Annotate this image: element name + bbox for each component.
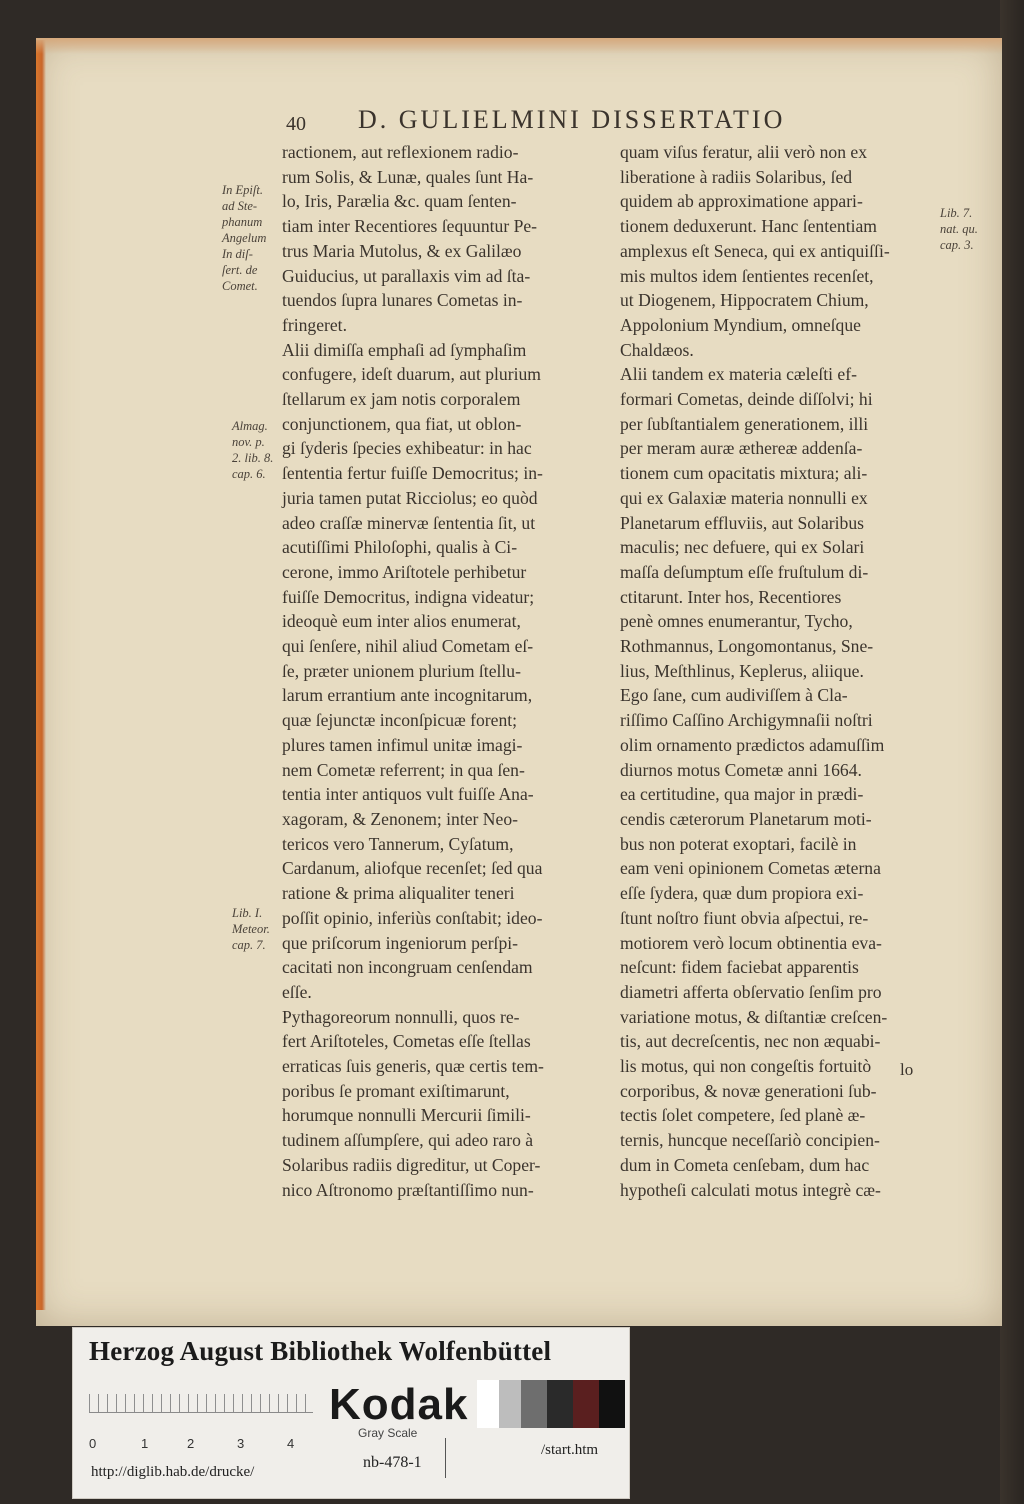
text-line: cacitati non incongruam cenſendam xyxy=(282,957,533,978)
text-line: bus non poterat exoptari, facilè in xyxy=(620,833,857,854)
margin-note-line: Lib. I. xyxy=(232,906,263,920)
margin-note-line: Angelum xyxy=(222,231,267,245)
margin-note-line: Lib. 7. xyxy=(940,206,973,220)
text-line: eſſe. xyxy=(282,981,312,1002)
paragraph xyxy=(620,362,940,683)
text-line: xagoram, & Zenonem; inter Neo- xyxy=(282,808,518,829)
margin-note-line: cap. 7. xyxy=(232,938,266,952)
text-line: confugere, ideſt duarum, aut plurium xyxy=(282,364,541,385)
text-line: diametri afferta obſervatio ſenſim pro xyxy=(620,981,882,1002)
text-line: maſſa deſumptum eſſe fruſtulum di- xyxy=(620,561,869,582)
text-line: qui ſenſere, nihil aliud Cometam eſ- xyxy=(282,636,534,657)
text-line: tectis ſolet competere, ſed planè æ- xyxy=(620,1105,866,1126)
ruler-number: 4 xyxy=(287,1436,295,1451)
page-header xyxy=(286,105,886,145)
ruler-number: 3 xyxy=(237,1436,245,1451)
margin-note-line: In Epiſt. xyxy=(222,183,263,197)
text-line: Alii tandem ex materia cæleſti ef- xyxy=(620,364,857,385)
text-line: cerone, immo Ariſtotele perhibetur xyxy=(282,561,527,582)
gray-swatch xyxy=(499,1380,521,1428)
text-line: adeo craſſæ minervæ ſententia ſit, ut xyxy=(282,512,536,533)
text-line: ut Diogenem, Hippocratem Chium, xyxy=(620,290,869,311)
margin-note-line: In diſ- xyxy=(222,247,253,261)
paragraph xyxy=(282,140,612,338)
text-line: diurnos motus Cometæ anni 1664. xyxy=(620,759,862,780)
text-line: lo, Iris, Parælia &c. quam ſenten- xyxy=(282,191,517,212)
text-line: Rothmannus, Longomontanus, Sne- xyxy=(620,636,874,657)
page-top-stain xyxy=(36,38,1002,54)
text-line: quam viſus feratur, alii verò non ex xyxy=(620,142,867,162)
text-line: Guiducius, ut parallaxis vim ad ſta- xyxy=(282,265,531,286)
text-line: quæ ſejunctæ inconſpicuæ forent; xyxy=(282,710,518,731)
margin-note-line: nov. p. xyxy=(232,435,265,449)
text-line: tis, aut decreſcentis, nec non æquabi- xyxy=(620,1031,881,1052)
paragraph xyxy=(620,683,940,1202)
label-divider xyxy=(445,1438,446,1478)
text-line: ractionem, aut reflexionem radio- xyxy=(282,142,519,162)
library-name: Herzog August Bibliothek Wolfenbüttel xyxy=(89,1336,552,1366)
text-line: Planetarum effluviis, aut Solaribus xyxy=(620,512,864,533)
text-line: poribus ſe promant exiſtimarunt, xyxy=(282,1080,510,1101)
margin-note-line: ad Ste- xyxy=(222,199,258,213)
text-line: corporibus, & novæ generationi ſub- xyxy=(620,1080,877,1101)
margin-note-almagest xyxy=(232,418,273,482)
text-line: acutiſſimi Philoſophi, qualis à Ci- xyxy=(282,537,518,558)
catchword: lo xyxy=(900,1060,914,1079)
text-line: motiorem verò locum obtinentia eva- xyxy=(620,932,882,953)
text-line: liberatione à radiis Solaribus, ſed xyxy=(620,166,853,187)
text-line: ſe, præter unionem plurium ſtellu- xyxy=(282,660,521,681)
gray-swatch xyxy=(477,1380,499,1428)
start-url: /start.htm xyxy=(541,1442,599,1458)
text-line: fert Ariſtoteles, Cometas eſſe ſtellas xyxy=(282,1031,531,1052)
text-line: Appolonium Myndium, omneſque xyxy=(620,314,861,335)
text-line: ratione & prima aliqualiter teneri xyxy=(282,883,515,904)
text-line: per meram auræ æthereæ addenſa- xyxy=(620,438,863,459)
text-line: juria tamen putat Ricciolus; eo quòd xyxy=(282,487,538,508)
margin-note-meteor xyxy=(232,905,270,953)
margin-note-line: cap. 3. xyxy=(940,238,974,252)
left-text-column xyxy=(282,140,612,1202)
margin-note-epistola xyxy=(222,182,266,294)
margin-note-line: nat. qu. xyxy=(940,222,978,236)
text-line: olim ornamento prædictos adamuſſim xyxy=(620,734,885,755)
text-line: poſſit opinio, inferiùs conſtabit; ideo- xyxy=(282,907,543,928)
page-number: 40 xyxy=(286,113,306,135)
text-line: per ſubſtantialem generationem, illi xyxy=(620,413,869,434)
text-line: plures tamen infimul unitæ imagi- xyxy=(282,734,523,755)
text-line: tentia inter antiquos vult fuiſſe Ana- xyxy=(282,784,534,805)
text-line: lius, Meſthlinus, Keplerus, aliique. xyxy=(620,660,864,681)
text-line: tericos vero Tannerum, Cyſatum, xyxy=(282,833,514,854)
text-line: quidem ab approximatione appari- xyxy=(620,191,863,212)
margin-note-line: Almag. xyxy=(232,419,268,433)
text-line: Cardanum, aliofque recenſet; ſed qua xyxy=(282,858,543,879)
text-line: nem Cometæ referrent; in qua ſen- xyxy=(282,759,525,780)
ruler xyxy=(89,1394,313,1424)
background-edge xyxy=(1000,0,1024,1504)
text-line: qui ex Galaxiæ materia nonnulli ex xyxy=(620,487,868,508)
text-line: Alii dimiſſa emphaſi ad ſymphaſim xyxy=(282,339,527,360)
text-line: mis multos idem ſentientes recenſet, xyxy=(620,265,874,286)
text-line: ea certitudine, qua major in prædi- xyxy=(620,784,864,805)
margin-note-line: cap. 6. xyxy=(232,467,266,481)
text-line: dum in Cometa cenſebam, dum hac xyxy=(620,1154,870,1175)
kodak-logo: Kodak xyxy=(329,1380,469,1429)
ruler-ticks xyxy=(89,1394,313,1413)
text-line: amplexus eſt Seneca, qui ex antiquiſſi- xyxy=(620,240,890,261)
library-label-card xyxy=(72,1327,630,1499)
paragraph xyxy=(282,338,612,1005)
text-line: lis motus, qui non congeſtis fortuitò xyxy=(620,1056,872,1077)
text-line: riſſimo Caſſino Archigymnaſii noſtri xyxy=(620,710,873,731)
paragraph xyxy=(282,1005,612,1203)
text-line: que priſcorum ingeniorum perſpi- xyxy=(282,932,518,953)
text-line: cendis cæterorum Planetarum moti- xyxy=(620,808,872,829)
text-line: ideoquè eum inter alios enumerat, xyxy=(282,611,521,632)
text-line: trus Maria Mutolus, & ex Galilæo xyxy=(282,240,522,261)
margin-note-line: Comet. xyxy=(222,279,258,293)
text-line: tudinem aſſumpſere, qui adeo raro à xyxy=(282,1130,534,1151)
text-line: erraticas ſuis generis, quæ certis tem- xyxy=(282,1056,544,1077)
text-line: penè omnes enumerantur, Tycho, xyxy=(620,611,853,632)
text-line: eam veni opinionem Cometas æterna xyxy=(620,858,881,879)
text-line: ſententia fertur fuiſſe Democritus; in- xyxy=(282,463,543,484)
library-url: http://diglib.hab.de/drucke/ xyxy=(91,1464,255,1480)
text-line: maculis; nec defuere, qui ex Solari xyxy=(620,537,865,558)
text-line: ſtellarum ex jam notis corporalem xyxy=(282,389,521,410)
running-title: D. GULIELMINI DISSERTATIO xyxy=(358,105,786,134)
text-line: eſſe ſydera, quæ dum propiora exi- xyxy=(620,883,864,904)
text-line: nico Aſtronomo præſtantiſſimo nun- xyxy=(282,1179,534,1200)
text-line: rum Solis, & Lunæ, quales ſunt Ha- xyxy=(282,166,534,187)
text-line: hypotheſi calculati motus integrè cæ- xyxy=(620,1179,881,1200)
text-line: Solaribus radiis digreditur, ut Coper- xyxy=(282,1154,541,1175)
margin-note-line: phanum xyxy=(222,215,263,229)
gray-swatch xyxy=(599,1380,625,1428)
margin-note-line: 2. lib. 8. xyxy=(232,451,274,465)
margin-note-seneca xyxy=(940,205,978,253)
text-line: ctitarunt. Inter hos, Recentiores xyxy=(620,586,842,607)
text-line: formari Cometas, deinde diſſolvi; hi xyxy=(620,389,873,410)
text-line: ternis, huncque neceſſariò concipien- xyxy=(620,1130,880,1151)
text-line: Chaldæos. xyxy=(620,339,694,360)
gray-scale-swatches xyxy=(477,1380,625,1428)
text-line: tuendos ſupra lunares Cometas in- xyxy=(282,290,523,311)
page-edge-stain xyxy=(36,40,46,1310)
text-line: conjunctionem, qua fiat, ut oblon- xyxy=(282,413,522,434)
text-line: gi ſyderis ſpecies exhibeatur: in hac xyxy=(282,438,532,459)
gray-swatch xyxy=(573,1380,599,1428)
text-line: tionem deduxerunt. Hanc ſententiam xyxy=(620,216,877,237)
text-line: variatione motus, & diſtantiæ creſcen- xyxy=(620,1006,888,1027)
ruler-number: 1 xyxy=(141,1436,149,1451)
shelfmark: nb-478-1 xyxy=(363,1454,422,1471)
ruler-number: 0 xyxy=(89,1436,97,1451)
text-line: tiam inter Recentiores ſequuntur Pe- xyxy=(282,216,538,237)
text-line: Pythagoreorum nonnulli, quos re- xyxy=(282,1006,520,1027)
gray-swatch xyxy=(521,1380,547,1428)
text-line: horumque nonnulli Mercurii ſimili- xyxy=(282,1105,531,1126)
paragraph xyxy=(620,140,940,362)
margin-note-line: ſert. de xyxy=(222,263,258,277)
gray-swatch xyxy=(547,1380,573,1428)
text-line: larum errantium ante incognitarum, xyxy=(282,685,533,706)
text-line: fuiſſe Democritus, indigna videatur; xyxy=(282,586,535,607)
text-line: neſcunt: fidem faciebat apparentis xyxy=(620,957,859,978)
text-line: tionem cum opacitatis mixtura; ali- xyxy=(620,463,868,484)
text-line: ſtunt noſtro fiunt obvia aſpectui, re- xyxy=(620,907,869,928)
margin-note-line: Meteor. xyxy=(232,922,270,936)
right-text-column xyxy=(620,140,940,1202)
ruler-number: 2 xyxy=(187,1436,195,1451)
text-line: Ego ſane, cum audiviſſem à Cla- xyxy=(620,685,848,706)
gray-scale-label: Gray Scale xyxy=(358,1426,418,1440)
text-line: fringeret. xyxy=(282,314,347,335)
